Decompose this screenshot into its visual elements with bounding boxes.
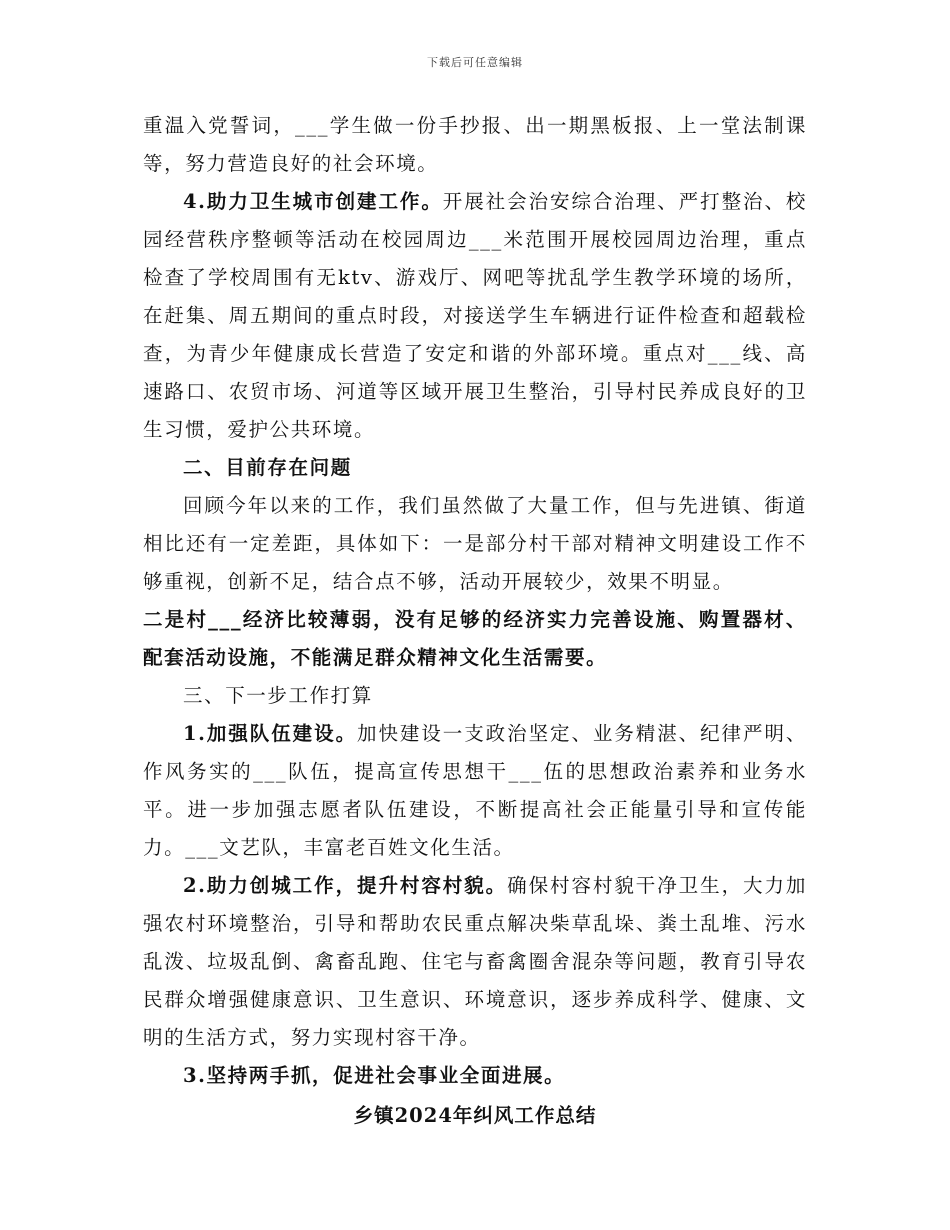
paragraph-3: 回顾今年以来的工作，我们虽然做了大量工作，但与先进镇、街道相比还有一定差距，具体如下：一是部分村干部对精神文明建设工作不够重视，创新不足，结合点不够，活动开展较少，效果不明显。 [143, 494, 807, 593]
paragraph-5: 1.加强队伍建设。加快建设一支政治坚定、业务精湛、纪律严明、作风务实的___队伍，提高宣传思想干___伍的思想政治素养和业务水平。进一步加强志愿者队伍建设，不断提高社会正能量引导和宣传能力。___文艺队，丰富老百姓文化生活。 [143, 722, 807, 859]
document-body [143, 107, 807, 1135]
page-header: 下载后可任意编辑 [427, 56, 523, 69]
paragraph-2: 4.助力卫生城市创建工作。开展社会治安综合治理、严打整治、校园经营秩序整顿等活动在校园周边___米范围开展校园周边治理，重点检查了学校周围有无ktv、游戏厅、网吧等扰乱学生教学环境的场所，在赶集、周五期间的重点时段，对接送学生车辆进行证件检查和超载检查，为青少年健康成长营造了安定和谐的外部环境。重点对___线、高速路口、农贸市场、河道等区域开展卫生整治，引导村民养成良好的卫生习惯，爱护公共环境。 [143, 190, 807, 441]
section-heading-2: 二、目前存在问题 [183, 456, 352, 479]
paragraph-7: 3.坚持两手抓，促进社会事业全面进展。 [183, 1064, 566, 1087]
paragraph-1: 重温入党誓词，___学生做一份手抄报、出一期黑板报、上一堂法制课等，努力营造良好的社会环境。 [143, 114, 807, 175]
document-title: 乡镇2024年纠风工作总结 [353, 1104, 597, 1127]
paragraph-4-bold: 二是村___经济比较薄弱，没有足够的经济实力完善设施、购置器材、配套活动设施，不能满足群众精神文化生活需要。 [143, 608, 807, 669]
paragraph-6: 2.助力创城工作，提升村容村貌。确保村容村貌干净卫生，大力加强农村环境整治，引导和帮助农民重点解决柴草乱垛、粪土乱堆、污水乱泼、垃圾乱倒、禽畜乱跑、住宅与畜禽圈舍混杂等问题，教育引导农民群众增强健康意识、卫生意识、环境意识，逐步养成科学、健康、文明的生活方式，努力实现村容干净。 [143, 874, 807, 1049]
section-heading-3: 三、下一步工作打算 [183, 684, 373, 707]
